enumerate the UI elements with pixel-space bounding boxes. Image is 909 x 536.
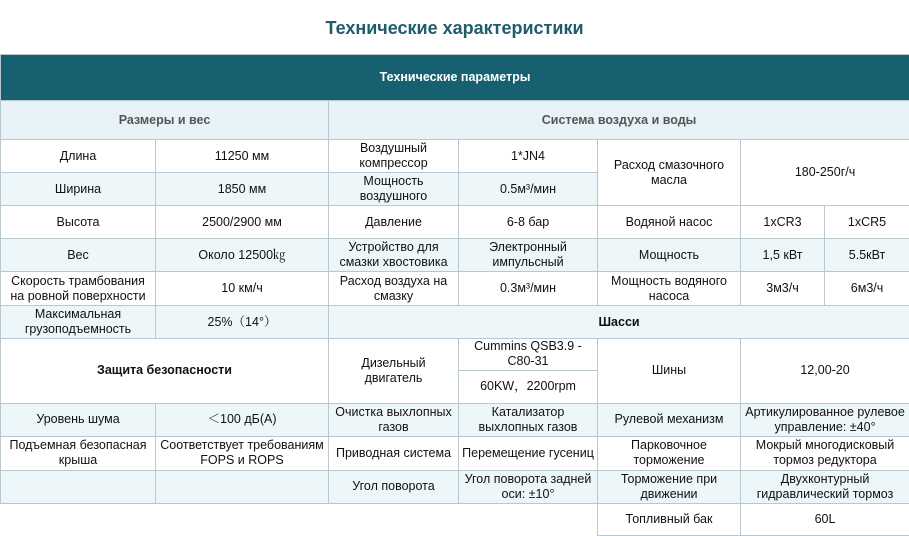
- lube-consumption-value: 180-250г/ч: [741, 140, 909, 206]
- width-value: 1850 мм: [156, 173, 329, 206]
- pump-capacity-label: Мощность водяного насоса: [598, 272, 741, 306]
- max-grade-value: 25%（14°）: [156, 306, 329, 338]
- lube-consumption-label: Расход смазочного масла: [598, 140, 741, 206]
- exhaust-value: Катализатор выхлопных газов: [459, 403, 598, 436]
- weight-label: Вес: [1, 239, 156, 272]
- steering-label: Рулевой механизм: [598, 403, 741, 436]
- weight-value: Около 12500㎏: [156, 239, 329, 272]
- max-grade-label: Максимальная грузоподъемность: [1, 306, 156, 338]
- tail-lube-value: Электронный импульсный: [459, 239, 598, 272]
- drive-brake-label: Торможение при движении: [598, 470, 741, 503]
- section-dimensions: Размеры и вес: [1, 101, 329, 140]
- tires-label: Шины: [598, 338, 741, 403]
- width-label: Ширина: [1, 173, 156, 206]
- water-pump-value-b: 1xCR5: [825, 206, 909, 239]
- drive-label: Приводная система: [329, 436, 459, 470]
- tamping-speed-label: Скорость трамбования на ровной поверхности: [1, 272, 156, 306]
- tail-lube-label: Устройство для смазки хвостовика: [329, 239, 459, 272]
- section-safety: Защита безопасности: [1, 338, 329, 403]
- diesel-label: Дизельный двигатель: [329, 338, 459, 403]
- turn-value: Угол поворота задней оси: ±10°: [459, 470, 598, 503]
- pump-power-label: Мощность: [598, 239, 741, 272]
- fuel-tank-value: 60L: [741, 503, 909, 535]
- compressor-power-value: 0.5м³/мин: [459, 173, 598, 206]
- parking-brake-label: Парковочное торможение: [598, 436, 741, 470]
- turn-label: Угол поворота: [329, 470, 459, 503]
- height-label: Высота: [1, 206, 156, 239]
- banner-title: Технические параметры: [1, 55, 909, 101]
- pressure-value: 6-8 бар: [459, 206, 598, 239]
- tamping-speed-value: 10 км/ч: [156, 272, 329, 306]
- pump-power-value-b: 5.5кВт: [825, 239, 909, 272]
- drive-brake-value: Двухконтурный гидравлический тормоз: [741, 470, 909, 503]
- section-air-water: Система воздуха и воды: [329, 101, 909, 140]
- pump-capacity-value-a: 3м3/ч: [741, 272, 825, 306]
- length-value: 11250 мм: [156, 140, 329, 173]
- compressor-power-label: Мощность воздушного: [329, 173, 459, 206]
- drive-value: Перемещение гусениц: [459, 436, 598, 470]
- lube-air-flow-label: Расход воздуха на смазку: [329, 272, 459, 306]
- exhaust-label: Очистка выхлопных газов: [329, 403, 459, 436]
- blank-cell-4: [459, 503, 598, 535]
- lube-air-flow-value: 0.3м³/мин: [459, 272, 598, 306]
- spec-table: [0, 54, 909, 536]
- roof-value: Соответствует требованиям FOPS и ROPS: [156, 436, 329, 470]
- pump-power-value-a: 1,5 кВт: [741, 239, 825, 272]
- pump-capacity-value-b: 6м3/ч: [825, 272, 909, 306]
- air-compressor-value: 1*JN4: [459, 140, 598, 173]
- water-pump-label: Водяной насос: [598, 206, 741, 239]
- parking-brake-value: Мокрый многодисковый тормоз редуктора: [741, 436, 909, 470]
- diesel-model: Cummins QSB3.9 - C80-31: [459, 338, 598, 370]
- water-pump-value-a: 1xCR3: [741, 206, 825, 239]
- roof-label: Подъемная безопасная крыша: [1, 436, 156, 470]
- pressure-label: Давление: [329, 206, 459, 239]
- height-value: 2500/2900 мм: [156, 206, 329, 239]
- blank-cell-1: [1, 503, 156, 535]
- blank-cell-2: [156, 503, 329, 535]
- noise-value: ＜100 дБ(А): [156, 403, 329, 436]
- length-label: Длина: [1, 140, 156, 173]
- steering-value: Артикулированное рулевое управление: ±40°: [741, 403, 909, 436]
- empty-cell-2: [156, 470, 329, 503]
- page-title: Технические характеристики: [325, 18, 584, 38]
- diesel-output: 60KW，2200rpm: [459, 370, 598, 403]
- fuel-tank-label: Топливный бак: [598, 503, 741, 535]
- blank-cell-3: [329, 503, 459, 535]
- empty-cell-1: [1, 470, 156, 503]
- air-compressor-label: Воздушный компрессор: [329, 140, 459, 173]
- tires-value: 12,00-20: [741, 338, 909, 403]
- section-chassis: Шасси: [329, 306, 909, 338]
- noise-label: Уровень шума: [1, 403, 156, 436]
